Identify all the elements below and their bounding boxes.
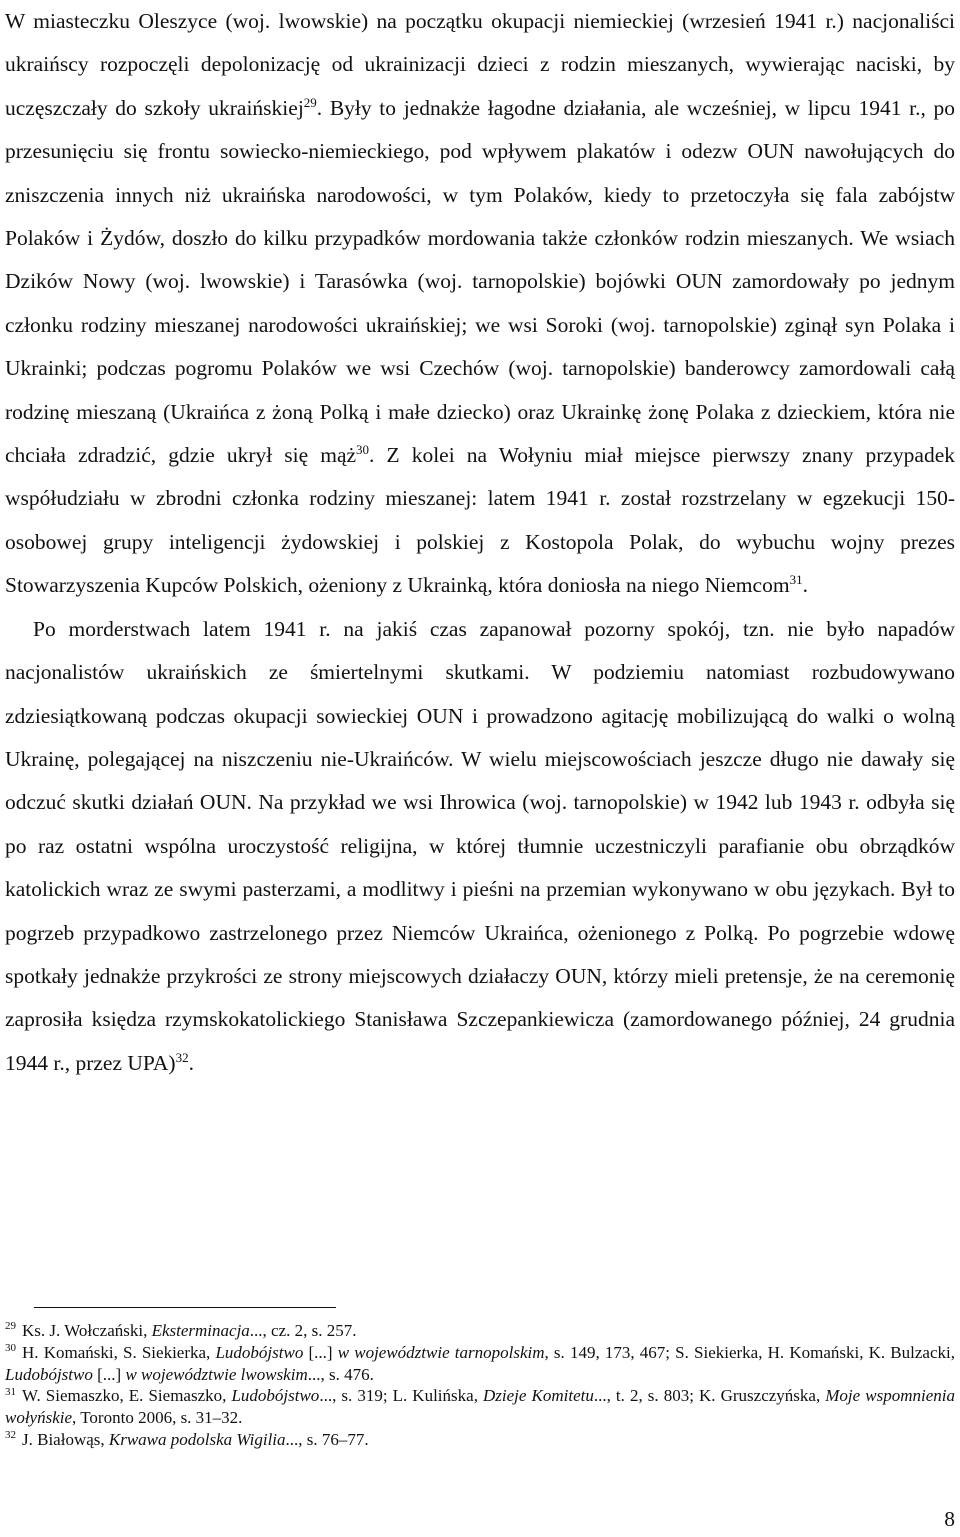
footnote-separator (34, 1307, 336, 1308)
footnote-32 (5, 1429, 955, 1451)
page (5, 0, 955, 1085)
footnote-text: , Toronto 2006, s. 31–32. (72, 1408, 243, 1428)
footnote-ref-31[interactable]: 31 (789, 572, 803, 588)
footnote-ref-32[interactable]: 32 (175, 1049, 189, 1065)
footnote-text: ..., cz. 2, s. 257. (249, 1321, 357, 1340)
paragraph-text: . Były to jednakże łagodne działania, ale wcześniej, w lipcu 1941 r., po przesunięciu się frontu sowiecko-niemieckiego, pod wpływem plakatów i odezw OUN nawołujących do zniszczenia innych niż ukraińska narodowości, w tym Polaków, kiedy to przetoczyła się fala zabójstw Polaków i Żydów, doszło do kilku przypadków mordowania także członków rodzin mieszanych. We wsiach Dzików Nowy (woj. lwowskie) i Tarasówka (woj. tarnopolskie) bojówki OUN zamordowały po jednym członku rodziny mieszanej narodowości ukraińskiej; we wsi Soroki (woj. tarnopolskie) zginął syn Polaka i Ukrainki; podczas pogromu Polaków we wsi Czechów (woj. tarnopolskie) banderowcy zamordowali całą rodzinę mieszaną (Ukraińca z żoną Polką i małe dziecko) oraz Ukrainkę żonę Polaka z dzieckiem, która nie chciała zdradzić, gdzie ukrył się mąż (5, 95, 955, 468)
footnote-ref-29[interactable]: 29 (303, 94, 317, 110)
footnote-text: [...] (303, 1342, 338, 1362)
paragraph-text: W miasteczku Oleszyce (woj. lwowskie) na początku okupacji niemieckiej (wrzesień 1941 r.) nacjonaliści ukraińscy rozpoczęli depolonizację od ukrainizacji dzieci z rodzin mieszanych, wywierając naciski, by uczęszczały do szkoły ukraińskiej (5, 9, 955, 120)
footnote-number: 32 (5, 1429, 16, 1442)
footnote-31 (5, 1385, 955, 1429)
footnote-number: 29 (5, 1320, 16, 1333)
paragraph-1 (5, 0, 955, 608)
paragraph-text: . Z kolei na Wołyniu miał miejsce pierwszy znany przypadek współudziału w zbrodni członka rodziny mieszanej: latem 1941 r. został rozstrzelany w egzekucji 150-osobowej grupy inteligencji żydowskiej i polskiej z Kostopola Polak, do wybuchu wojny prezes Stowarzyszenia Kupców Polskich, ożeniony z Ukrainką, która doniosła na niego Niemcom (5, 443, 955, 598)
footnote-29 (5, 1320, 955, 1342)
footnote-title: Dzieje Komitetu (483, 1386, 594, 1406)
footnote-title: Ludobójstwo (215, 1342, 304, 1362)
footnote-title: Eksterminacja (151, 1321, 250, 1340)
footnote-30 (5, 1342, 955, 1386)
body-text (5, 0, 955, 1085)
page-number: 8 (944, 1507, 955, 1531)
footnote-text: ..., t. 2, s. 803; K. Gruszczyńska, (593, 1386, 826, 1406)
footnote-text: W. Siemaszko, E. Siemaszko, (22, 1386, 232, 1406)
footnotes (5, 1320, 955, 1451)
footnote-title: Krwawa podolska Wigilia (108, 1429, 286, 1449)
footnote-text: H. Komański, S. Siekierka, (22, 1342, 216, 1362)
footnote-text: ..., s. 76–77. (285, 1429, 369, 1449)
footnote-title: Ludobójstwo (231, 1386, 320, 1406)
footnote-ref-30[interactable]: 30 (356, 441, 370, 457)
footnote-text: Ks. J. Wołczański, (22, 1321, 152, 1340)
footnote-title: Moje wspomnienia wołyńskie (5, 1386, 955, 1428)
footnote-title: w województwie lwowskim (125, 1364, 308, 1384)
paragraph-text: Po morderstwach latem 1941 r. na jakiś czas zapanował pozorny spokój, tzn. nie było napadów nacjonalistów ukraińskich ze śmiertelnymi skutkami. W podziemiu natomiast rozbudowywano zdziesiątkowaną podczas okupacji sowieckiej OUN i prowadzono agitację mobilizującą do walki o wolną Ukrainę, polegającej na niszczeniu nie-Ukraińców. W wielu miejscowościach jeszcze długo nie dawały się odczuć skutki działań OUN. Na przykład we wsi Ihrowica (woj. tarnopolskie) w 1942 lub 1943 r. odbyła się po raz ostatni wspólna uroczystość religijna, w której tłumnie uczestniczyli parafianie obu obrządków katolickich wraz ze swymi pasterzami, a modlitwy i pieśni na przemian wykonywano w obu językach. Był to pogrzeb przypadkowo zastrzelonego przez Niemców Ukraińca, ożenionego z Polką. Po pogrzebie wdowę spotkały jednakże przykrości ze strony miejscowych działaczy OUN, którzy mieli pretensje, że na ceremonię zaprosiła księdza rzymskokatolickiego Stanisława Szczepankiewicza (zamordowanego później, 24 grudnia 1944 r., przez UPA) (5, 616, 955, 1075)
footnote-text: J. Białowąs, (22, 1429, 109, 1449)
footnote-number: 31 (5, 1385, 16, 1398)
paragraph-text: . (188, 1050, 194, 1075)
footnote-title: w województwie tarnopolskim (337, 1342, 545, 1362)
footnote-text: ..., s. 476. (307, 1364, 374, 1384)
footnote-text: [...] (92, 1364, 126, 1384)
footnote-text: ..., s. 319; L. Kulińska, (319, 1386, 484, 1406)
paragraph-text: . (802, 573, 808, 598)
footnote-title: Ludobójstwo (5, 1364, 93, 1384)
footnote-text: , s. 149, 173, 467; S. Siekierka, H. Komański, K. Bulzacki, (544, 1342, 955, 1362)
footnote-number: 30 (5, 1342, 16, 1355)
paragraph-2 (5, 608, 955, 1085)
